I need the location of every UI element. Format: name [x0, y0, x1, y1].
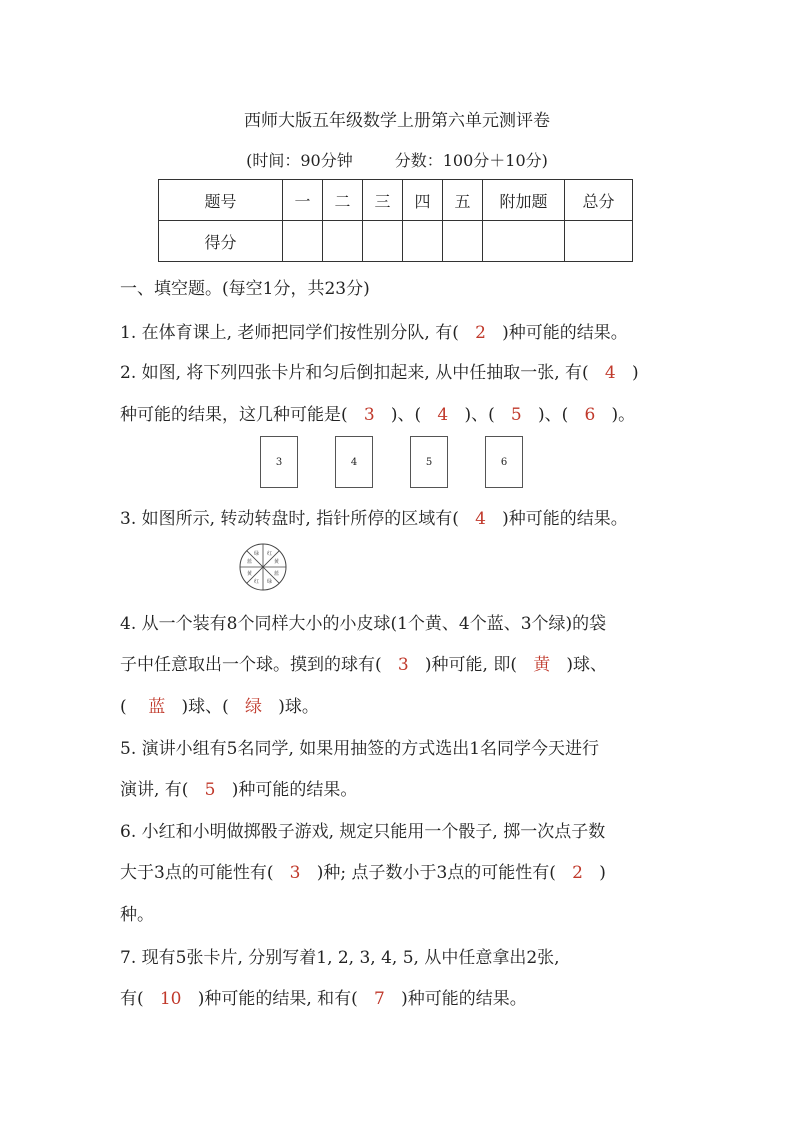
question-6-line-2: 大于3点的可能性有( 3 )种; 点子数小于3点的可能性有( 2 )	[120, 863, 606, 883]
answer: 7	[374, 989, 385, 1009]
question-2-line-2: 种可能的结果，这几种可能是( 3 )、( 4 )、( 5 )、( 6 )。	[120, 405, 636, 425]
spinner-label: 蓝	[274, 571, 280, 577]
question-5-line-2: 演讲, 有( 5 )种可能的结果。	[120, 780, 358, 800]
answer: 4	[475, 509, 486, 529]
question-6-line-1: 6. 小红和小明做掷骰子游戏, 规定只能用一个骰子, 掷一次点子数	[120, 822, 606, 842]
question-1: 1. 在体育课上, 老师把同学们按性别分队, 有( 2 )种可能的结果。	[120, 323, 628, 343]
question-7-line-1: 7. 现有5张卡片, 分别写着1, 2, 3, 4, 5, 从中任意拿出2张,	[120, 948, 560, 968]
total-score: 分数：100分＋10分)	[394, 151, 548, 170]
score-table-header-row	[159, 180, 633, 221]
page-title: 西师大版五年级数学上册第六单元测评卷	[244, 111, 550, 131]
header-cell-3: 三	[363, 180, 403, 221]
score-table	[158, 179, 633, 262]
question-7-line-2: 有( 10 )种可能的结果, 和有( 7 )种可能的结果。	[120, 989, 527, 1009]
header-cell-number: 题号	[159, 180, 283, 221]
answer: 2	[572, 863, 583, 883]
score-row-label: 得分	[159, 221, 283, 262]
score-cell[interactable]	[283, 221, 323, 262]
score-cell[interactable]	[443, 221, 483, 262]
score-table-score-row	[159, 221, 633, 262]
spinner-label: 红	[267, 551, 273, 557]
answer: 10	[159, 989, 182, 1009]
answer: 2	[475, 323, 486, 343]
answer: 3	[289, 863, 301, 883]
header-cell-1: 一	[283, 180, 323, 221]
answer: 4	[437, 405, 449, 425]
answer: 5	[204, 780, 216, 800]
header-cell-total: 总分	[565, 180, 633, 221]
question-4-line-1: 4. 从一个装有8个同样大小的小皮球(1个黄、4个蓝、3个绿)的袋	[120, 614, 607, 634]
question-4-line-3: ( 蓝 )球、( 绿 )球。	[120, 697, 319, 717]
header-cell-4: 四	[403, 180, 443, 221]
header-cell-5: 五	[443, 180, 483, 221]
answer: 蓝	[148, 697, 166, 717]
question-2-line-1: 2. 如图, 将下列四张卡片和匀后倒扣起来, 从中任抽取一张, 有( 4 )	[120, 363, 639, 383]
spinner-label: 蓝	[247, 559, 253, 565]
answer: 黄	[533, 655, 551, 675]
answer: 4	[604, 363, 616, 383]
answer: 6	[584, 405, 596, 425]
number-card: 3	[260, 436, 298, 488]
answer: 3	[397, 655, 409, 675]
number-card: 5	[410, 436, 448, 488]
score-cell[interactable]	[363, 221, 403, 262]
spinner-label: 绿	[267, 579, 273, 585]
score-cell[interactable]	[323, 221, 363, 262]
header-cell-2: 二	[323, 180, 363, 221]
answer: 绿	[244, 697, 262, 717]
spinner-label: 黄	[247, 571, 253, 577]
section-heading: 一、填空题。(每空1分，共23分)	[120, 279, 370, 299]
header-cell-bonus: 附加题	[483, 180, 565, 221]
spinner-label: 绿	[254, 551, 260, 557]
answer: 3	[363, 405, 375, 425]
question-3: 3. 如图所示, 转动转盘时, 指针所停的区域有( 4 )种可能的结果。	[120, 509, 628, 529]
spinner-wheel	[238, 542, 288, 592]
exam-info	[0, 148, 794, 171]
question-5-line-1: 5. 演讲小组有5名同学, 如果用抽签的方式选出1名同学今天进行	[120, 739, 600, 759]
question-6-line-3: 种。	[120, 905, 154, 925]
answer: 5	[510, 405, 522, 425]
spinner-label: 黄	[274, 559, 280, 565]
number-card: 4	[335, 436, 373, 488]
score-cell[interactable]	[403, 221, 443, 262]
score-cell[interactable]	[565, 221, 633, 262]
time-limit: (时间：90分钟	[246, 151, 353, 170]
question-4-line-2: 子中任意取出一个球。摸到的球有( 3 )种可能, 即( 黄 )球、	[120, 655, 608, 675]
score-cell[interactable]	[483, 221, 565, 262]
number-card: 6	[485, 436, 523, 488]
spinner-label: 红	[254, 579, 260, 585]
